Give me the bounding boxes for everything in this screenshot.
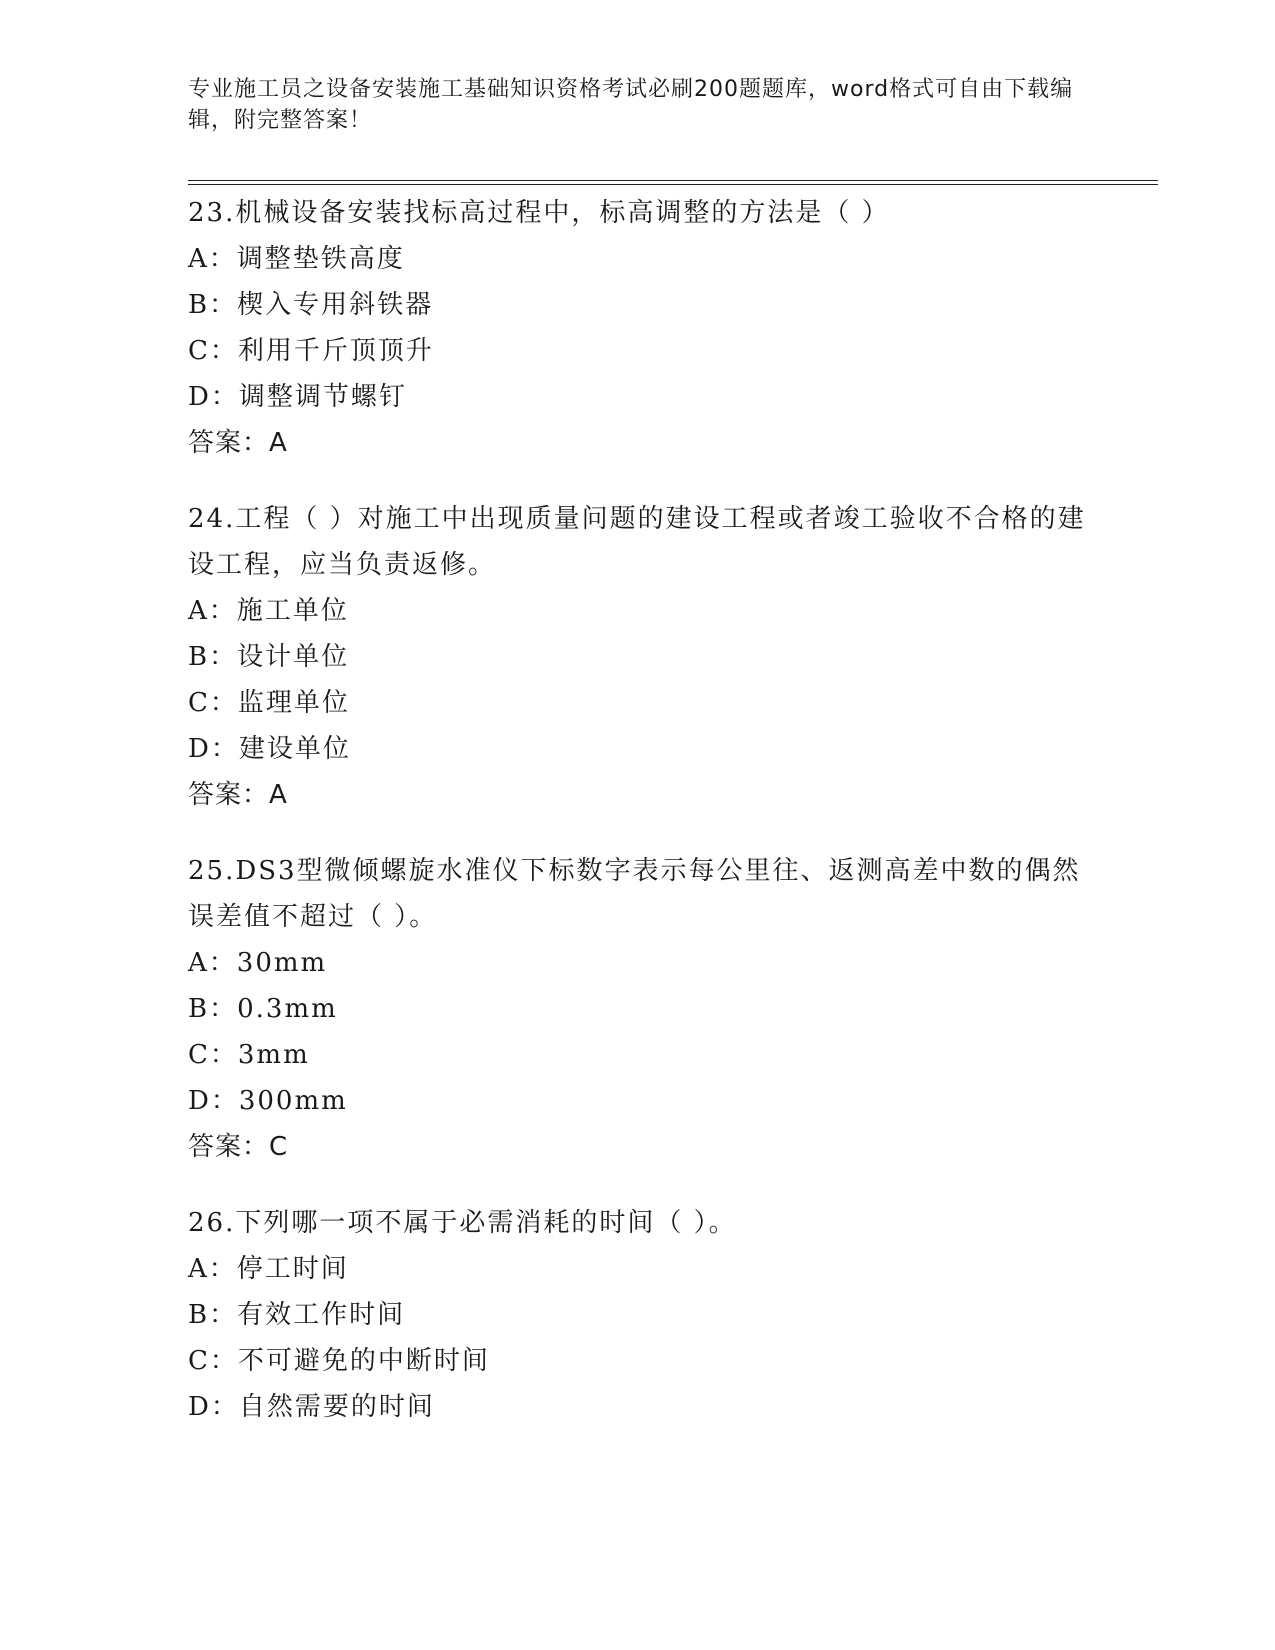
question-25 [188, 848, 1088, 1170]
question-text: 26.下列哪一项不属于必需消耗的时间（ ）。 [188, 1208, 737, 1238]
option-d: D：建设单位 [188, 734, 351, 764]
answer-line: 答案：A [188, 780, 288, 810]
option-a: A：调整垫铁高度 [188, 244, 405, 274]
option-d: D：调整调节螺钉 [188, 382, 407, 412]
question-text: 23.机械设备安装找标高过程中，标高调整的方法是（ ） [188, 198, 890, 228]
question-list [188, 190, 1088, 1460]
option-b: B：设计单位 [188, 642, 350, 672]
header-rule-top [188, 180, 1158, 181]
question-23 [188, 190, 1088, 466]
option-c: C：不可避免的中断时间 [188, 1346, 490, 1376]
option-a: A：停工时间 [188, 1254, 349, 1284]
option-c: C：监理单位 [188, 688, 350, 718]
option-c: C：利用千斤顶顶升 [188, 336, 434, 366]
question-text: 24.工程（ ）对施工中出现质量问题的建设工程或者竣工验收不合格的建设工程，应当负责返修。 [188, 504, 1086, 580]
question-24 [188, 496, 1088, 818]
answer-line: 答案：C [188, 1132, 289, 1162]
option-c: C：3mm [188, 1040, 310, 1070]
question-text: 25.DS3型微倾螺旋水准仪下标数字表示每公里往、返测高差中数的偶然误差值不超过（ ）。 [188, 856, 1081, 932]
option-b: B：0.3mm [188, 994, 338, 1024]
option-d: D：300mm [188, 1086, 348, 1116]
option-d: D：自然需要的时间 [188, 1392, 435, 1422]
option-b: B：楔入专用斜铁器 [188, 290, 434, 320]
answer-line: 答案：A [188, 428, 288, 458]
option-a: A：30mm [188, 948, 328, 978]
question-26 [188, 1200, 1088, 1430]
option-b: B：有效工作时间 [188, 1300, 406, 1330]
option-a: A：施工单位 [188, 596, 349, 626]
document-header: 专业施工员之设备安装施工基础知识资格考试必刷200题题库，word格式可自由下载编辑，附完整答案！ [188, 77, 1074, 133]
header-rule-bottom [188, 184, 1158, 185]
